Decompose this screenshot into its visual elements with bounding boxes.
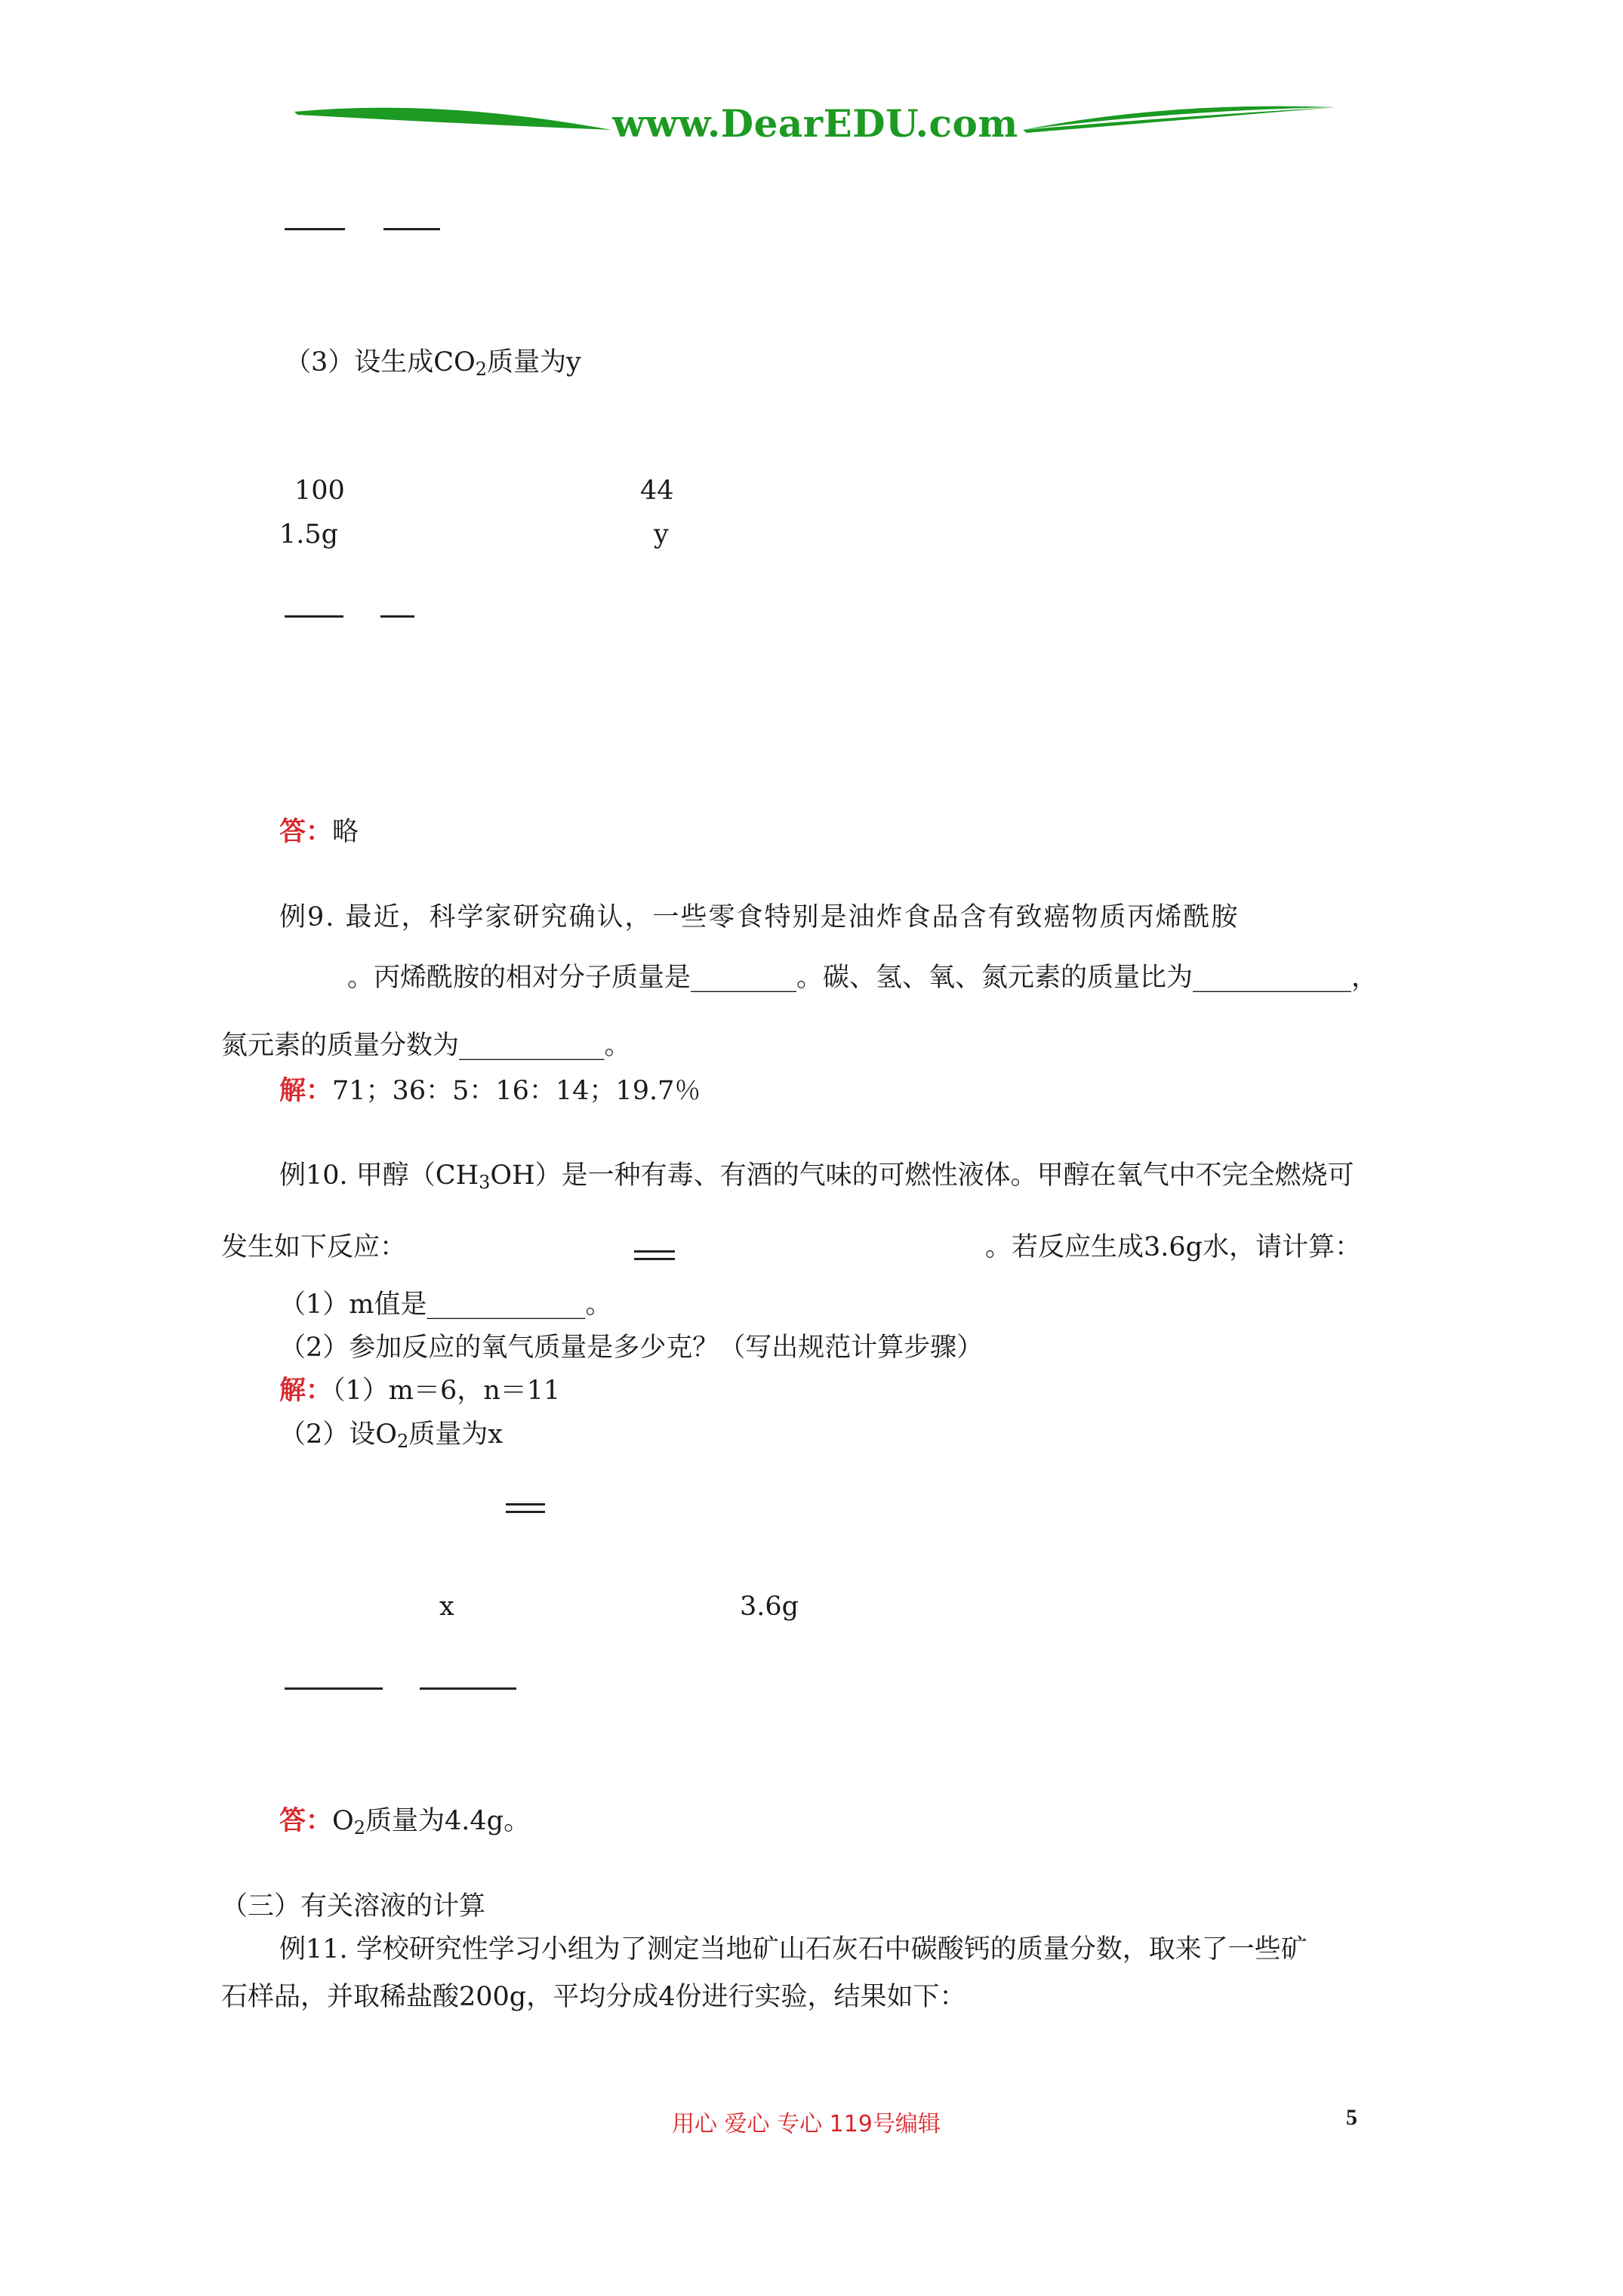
example10-solution: 解：（1）m＝6，n＝11: [279, 1375, 561, 1406]
example10-question1: （1）m值是____________。: [279, 1290, 612, 1320]
example10-question2: （2）参加反应的氧气质量是多少克？（写出规范计算步骤）: [279, 1333, 984, 1363]
equation-equals-sign: [634, 1250, 675, 1260]
example9-line1: 例9. 最近，科学家研究确认，一些零食特别是油炸食品含有致癌物质丙烯酰胺: [279, 902, 1240, 932]
fraction-line: [420, 1687, 516, 1690]
calc-value: 3.6g: [740, 1592, 799, 1622]
example10-line2-left: 发生如下反应：: [221, 1232, 407, 1262]
example11-line2: 石样品，并取稀盐酸200g，平均分成4份进行实验，结果如下：: [221, 1982, 966, 2012]
step3-line: （3）设生成$CO_2$质量为y: [285, 347, 581, 380]
fraction-line: [383, 228, 440, 230]
section-heading: （三）有关溶液的计算: [221, 1891, 486, 1922]
fraction-line: [285, 615, 343, 618]
calc-value: 100: [294, 476, 345, 506]
footer-text: 用心 爱心 专心 119号编辑: [672, 2111, 941, 2137]
calc-value: x: [439, 1592, 454, 1622]
calc-value: y: [654, 519, 669, 550]
header-logo: [287, 91, 1344, 159]
example9-solution: 解：71；36：5：16：14；19.7％: [279, 1075, 701, 1106]
example10-set-variable: （2）设$O_2$质量为x: [279, 1419, 503, 1452]
page-number: 5: [1346, 2105, 1357, 2130]
calc-value: 1.5g: [279, 519, 339, 550]
fraction-line: [285, 228, 345, 230]
example10-line1: 例10. 甲醇$(CH_3OH)$是一种有毒、有酒的气味的可燃性液体。甲醇在氧气中不完全燃烧可: [279, 1160, 1354, 1193]
example9-line3: 氮元素的质量分数为___________。: [221, 1031, 631, 1061]
example11-line1: 例11. 学校研究性学习小组为了测定当地矿山石灰石中碳酸钙的质量分数，取来了一些矿: [279, 1934, 1307, 1965]
answer-line: 答：略: [279, 816, 359, 847]
site-name: www.DearEDU.com: [612, 101, 1018, 146]
example9-line2: 。丙烯酰胺的相对分子质量是________。碳、氢、氧、氮元素的质量比为____________，: [347, 963, 1378, 993]
fraction-line: [285, 1687, 383, 1690]
equation-equals-sign: [506, 1503, 545, 1513]
fraction-line: [380, 615, 414, 618]
example10-line2-right: 。若反应生成3.6g水，请计算：: [985, 1232, 1362, 1262]
answer-line: 答：$O_2$质量为4.4g。: [279, 1805, 531, 1838]
calc-value: 44: [640, 476, 674, 506]
